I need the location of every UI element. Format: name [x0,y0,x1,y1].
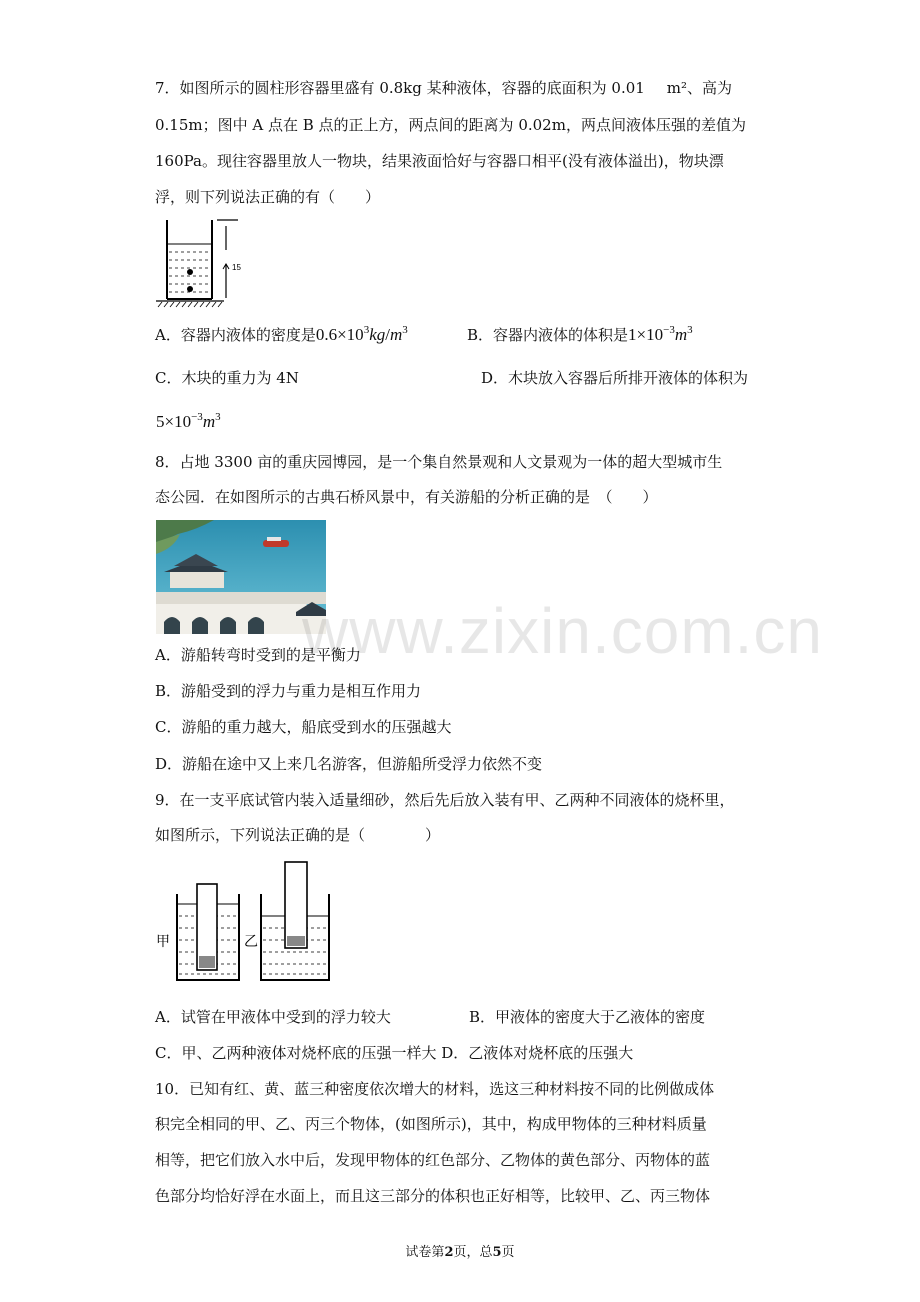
q7-option-d: D．木块放入容器后所排开液体的体积为 [481,369,749,387]
q10-line-2: 积完全相同的甲、乙、丙三个物体，(如图所示)，其中，构成甲物体的三种材料质量 [155,1115,707,1133]
q7-option-c: C．木块的重力为 4N [155,369,299,387]
q8-option-a: A．游船转弯时受到的是平衡力 [155,646,361,664]
q7-option-b: B．容器内液体的体积是$1\times 10^{-3}m^3$ [467,324,693,344]
q7-option-a: A．容器内液体的密度是$0.6\times 10^3kg/m^3$ [155,324,408,344]
height-label: 15 [232,263,241,272]
q7-line-3: 160Pa。现往容器里放人一物块，结果液面恰好与容器口相平(没有液体溢出)，物块漂 [155,152,724,170]
q10-line-1: 10．已知有红、黄、蓝三种密度依次增大的材料，选这三种材料按不同的比例做成体 [155,1080,715,1098]
q10-line-4: 色部分均恰好浮在水面上，而且这三部分的体积也正好相等，比较甲、乙、丙三物体 [155,1187,711,1205]
q8-line-1: 8．占地 3300 亩的重庆园博园，是一个集自然景观和人文景观为一体的超大型城市生 [155,453,723,471]
label-jia: 甲 [156,934,170,950]
stone-bridge-photo [156,520,326,634]
boat-icon [263,540,289,547]
q7-line-1: 7．如图所示的圆柱形容器里盛有 0.8kg 某种液体，容器的底面积为 0.01 m²、高为 [155,79,733,97]
q9-option-a: A．试管在甲液体中受到的浮力较大 [155,1008,391,1026]
q7-option-a-formula: $0.6\times 10^3kg/m^3$ [315,324,408,344]
sand-right [287,936,305,946]
q9-line-1: 9．在一支平底试管内装入适量细砂，然后先后放入装有甲、乙两种不同液体的烧杯里， [155,791,735,809]
q10-line-3: 相等，把它们放入水中后，发现甲物体的红色部分、乙物体的黄色部分、丙物体的蓝 [155,1151,711,1169]
watermark: www.zixin.com.cn [302,595,823,667]
q8-option-d: D．游船在途中又上来几名游客，但游船所受浮力依然不变 [155,755,543,773]
q7-option-d-formula: $5\times 10^{-3}m^3$ [156,411,221,431]
q8-line-2: 态公园．在如图所示的古典石桥风景中，有关游船的分析正确的是 （ ） [155,488,658,506]
q9-option-d: D．乙液体对烧杯底的压强大 [441,1044,634,1062]
q7-option-b-formula: $1\times 10^{-3}m^3$ [628,324,693,344]
page-footer: 试卷第2页，总5页 [405,1245,515,1260]
label-yi: 乙 [244,934,258,950]
q9-line-2: 如图所示，下列说法正确的是（ ） [155,826,441,844]
q9-option-c: C．甲、乙两种液体对烧杯底的压强一样大 D．乙液体对烧杯底的压强大 [155,1044,634,1062]
q7-line-2: 0.15m；图中 A 点在 B 点的正上方，两点间的距离为 0.02m，两点间液体压强的差值为 [155,116,746,134]
q8-option-c: C．游船的重力越大，船底受到水的压强越大 [155,718,452,736]
sand-left [199,956,215,968]
q9-option-b: B．甲液体的密度大于乙液体的密度 [469,1008,706,1026]
cylinder-container-figure [154,218,250,308]
test-tube-beakers-figure [154,860,344,988]
q8-option-b: B．游船受到的浮力与重力是相互作用力 [155,682,422,700]
q7-line-4: 浮，则下列说法正确的有（ ） [155,188,381,206]
